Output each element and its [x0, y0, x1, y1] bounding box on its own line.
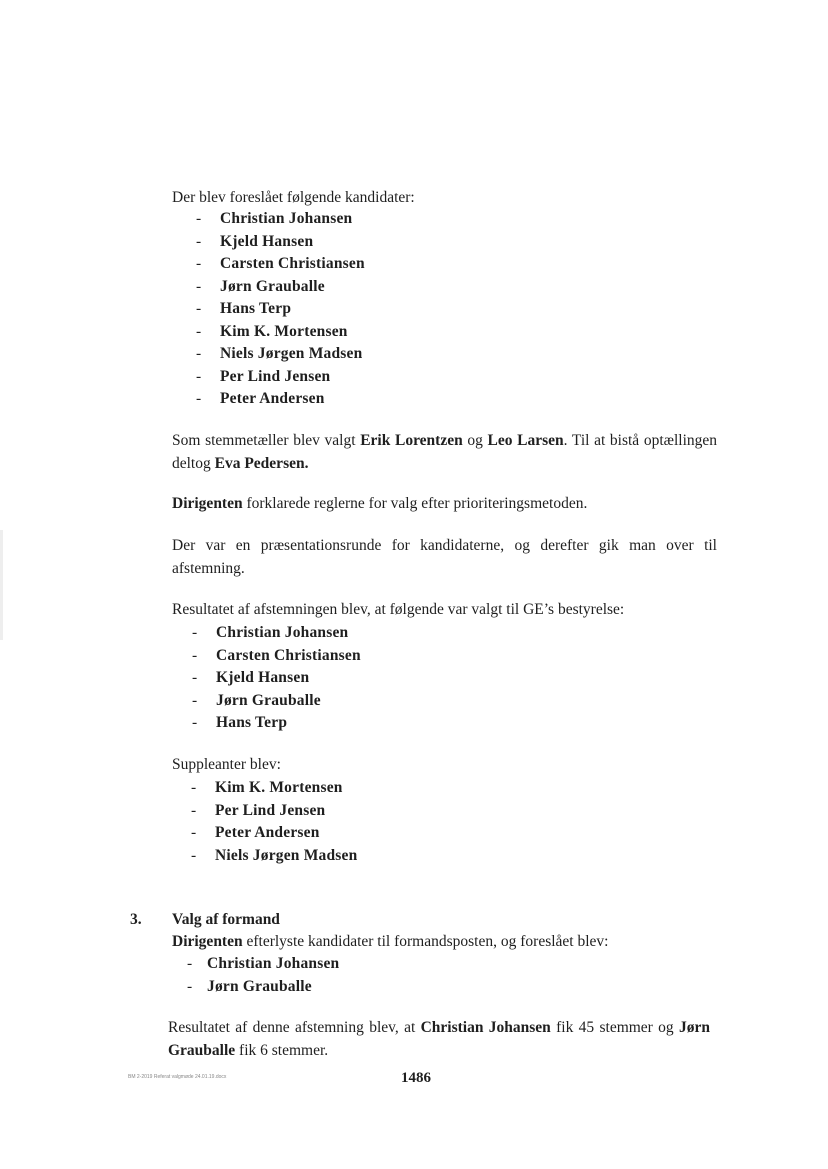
list-item: - Carsten Christiansen — [192, 646, 361, 664]
list-item: - Peter Andersen — [191, 824, 320, 841]
assistant-name: Eva Pedersen. — [214, 454, 309, 472]
list-item: - Kjeld Hansen — [192, 669, 310, 686]
result-intro: Resultatet af afstemningen blev, at følgende var valgt til GE’s bestyrelse: — [172, 601, 625, 618]
list-item: - Jørn Grauballe — [192, 691, 321, 709]
candidates-list — [196, 208, 365, 411]
list-item: - Per Lind Jensen — [196, 367, 331, 385]
list-item: - Kjeld Hansen — [196, 232, 314, 250]
candidates-intro: Der blev foreslået følgende kandidater: — [172, 189, 415, 206]
list-item: - Kim K. Mortensen — [196, 322, 348, 340]
list-item: - Kim K. Mortensen — [191, 779, 343, 796]
list-item: - Carsten Christiansen — [196, 255, 365, 272]
scan-edge-mark — [0, 530, 3, 640]
rules-paragraph: Dirigenten forklarede reglerne for valg efter prioriteringsmetoden. — [172, 495, 588, 512]
substitutes-intro: Suppleanter blev: — [172, 756, 281, 773]
section-number: 3. — [130, 911, 142, 928]
chairman-result: Resultatet af denne afstemning blev, at Christian Johansen fik 45 stemmer og Jørn Grauballe fik 6 stemmer. — [168, 1019, 710, 1059]
section-title: Valg af formand — [172, 911, 280, 928]
list-item: - Christian Johansen — [196, 210, 353, 227]
substitutes-list — [191, 777, 358, 867]
teller-name: Leo Larsen — [487, 432, 564, 449]
list-item: - Jørn Grauballe — [196, 277, 325, 295]
list-item: - Niels Jørgen Madsen — [191, 846, 358, 864]
presentation-paragraph: Der var en præsentationsrunde for kandidaterne, og derefter gik man over til afstemning. — [172, 537, 717, 577]
list-item: - Christian Johansen — [192, 624, 349, 641]
list-item: - Hans Terp — [196, 300, 292, 317]
elected-list — [192, 622, 361, 735]
list-item: - Niels Jørgen Madsen — [196, 345, 363, 362]
list-item: - Christian Johansen — [187, 955, 340, 972]
tellers-paragraph: Som stemmetæller blev valgt Erik Lorentzen og Leo Larsen. Til at bistå optællingen deltog Eva Pedersen. — [172, 432, 718, 472]
chairman-intro: Dirigenten efterlyste kandidater til formandsposten, og foreslået blev: — [172, 933, 609, 950]
list-item: - Per Lind Jensen — [191, 801, 326, 819]
teller-name: Erik Lorentzen — [360, 432, 463, 449]
list-item: - Jørn Grauballe — [187, 977, 312, 995]
footer-file-reference: BM 2-2019 Referat valgmøde 24.01.19.docx — [128, 1074, 227, 1080]
list-item: - Peter Andersen — [196, 390, 325, 407]
chairman-candidates-list — [187, 953, 340, 998]
page-number: 1486 — [401, 1070, 431, 1086]
list-item: - Hans Terp — [192, 714, 288, 731]
